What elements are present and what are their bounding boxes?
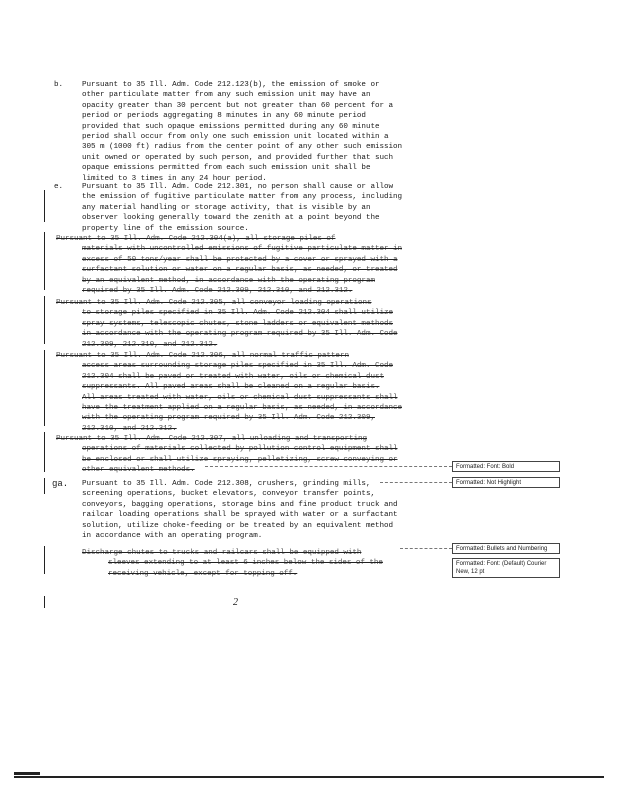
- text-line: receiving vehicle, except for topping off.: [108, 569, 298, 578]
- text-line: excess of 50 tons/year shall be protected by a cover or sprayed with a: [82, 255, 398, 264]
- revision-bar: [44, 232, 45, 290]
- text-line: provided that such opaque emissions permitted during any 60 minute: [82, 122, 380, 131]
- text-line: Pursuant to 35 Ill. Adm. Code 212.304(a), all storage piles of: [56, 235, 336, 243]
- text-line: any material handling or storage activity, that is visible by an: [82, 203, 371, 212]
- paragraph-marker-ga: ga.: [52, 479, 69, 489]
- text-line: period or periods aggregating 8 minutes in any 60 minute period: [82, 112, 366, 121]
- text-line: Pursuant to 35 Ill. Adm. Code 212.306, all normal traffic pattern: [56, 352, 349, 360]
- text-line: Pursuant to 35 Ill. Adm. Code 212.308, crushers, grinding mills,: [82, 480, 371, 488]
- text-line: Discharge chutes to trucks and railcars shall be equipped with: [82, 549, 362, 557]
- text-line: suppressants. All paved areas shall be cleaned on a regular basis.: [82, 383, 380, 392]
- text-line: to storage piles specified in 35 Ill. Adm. Code 212.304 shall utilize: [82, 309, 393, 318]
- callout-font-bold[interactable]: Formatted: Font: Bold: [452, 461, 560, 472]
- footer-rule: [14, 776, 604, 778]
- text-line: conveyors, bagging operations, storage bins and fine product truck and: [82, 500, 398, 509]
- callout-leader: [205, 466, 452, 467]
- paragraph-trucks-deleted: [82, 548, 383, 579]
- text-line: surfactant solution or water on a regular basis, as needed, or treated: [82, 266, 398, 275]
- text-line: spray systems, telescopic chutes, stone ladders or equivalent methods: [82, 319, 393, 328]
- revision-bar: [44, 296, 45, 344]
- text-line: opaque emissions permitted from each such emission unit shall be: [82, 164, 371, 173]
- callout-font-default[interactable]: [452, 558, 560, 578]
- paragraph-f-deleted: [56, 351, 402, 434]
- text-line: Pursuant to 35 Ill. Adm. Code 212.301, no person shall cause or allow: [82, 183, 393, 191]
- text-line: unit owned or operated by such person, and provided further that such: [82, 153, 393, 162]
- text-line: in accordance with an operating program.: [82, 532, 263, 541]
- footer-mark: [14, 772, 40, 775]
- text-line: solution, utilize choke-feeding or be treated by an equivalent method: [82, 521, 393, 530]
- text-line: observer looking generally toward the zenith at a point beyond the: [82, 214, 380, 223]
- callout-text: New, 12 pt: [456, 569, 485, 575]
- text-line: 212.309, 212.310, and 212.312.: [82, 340, 218, 349]
- paragraph-marker-e: e.: [54, 183, 64, 191]
- text-line: period shall occur from only one such emission unit located within a: [82, 133, 389, 142]
- revision-bar: [44, 190, 45, 222]
- text-line: other particulate matter from any such emission unit may have an: [82, 91, 371, 100]
- paragraph-g-deleted: [56, 434, 398, 476]
- paragraph-b: [82, 80, 402, 184]
- revision-bar: [44, 546, 45, 574]
- text-line: Pursuant to 35 Ill. Adm. Code 212.123(b), the emission of smoke or: [82, 81, 380, 89]
- text-line: 212.304 shall be paved or treated with water, oils or chemical dust: [82, 372, 384, 381]
- paragraph-e: [82, 182, 402, 234]
- text-line: opacity greater than 30 percent but not greater than 60 percent for a: [82, 101, 393, 110]
- text-line: Pursuant to 35 Ill. Adm. Code 212.305, all conveyor loading operations: [56, 299, 372, 307]
- callout-text: Formatted: Font: (Default) Courier: [456, 561, 547, 567]
- text-line: sleeves extending to at least 6 inches below the sides of the: [108, 559, 383, 568]
- text-line: have the treatment applied on a regular basis, as needed, in accordance: [82, 404, 402, 413]
- text-line: by an equivalent method, in accordance with the operating program: [82, 276, 375, 285]
- text-line: All areas treated with water, oils or chemical dust suppressants shall: [82, 393, 398, 402]
- callout-leader: [400, 548, 452, 549]
- text-line: the emission of fugitive particulate matter from any process, including: [82, 193, 402, 202]
- page-number: 2: [233, 597, 238, 608]
- revision-bar: [44, 596, 45, 608]
- text-line: in accordance with the operating program required by 35 Ill. Adm. Code: [82, 330, 398, 339]
- text-line: 305 m (1000 ft) radius from the center point of any other such emission: [82, 143, 402, 152]
- text-line: materials with uncontrolled emissions of fugitive particulate matter in: [82, 245, 402, 254]
- text-line: 212.310, and 212.312.: [82, 424, 177, 433]
- paragraph-marker-b: b.: [54, 81, 64, 89]
- text-line: with the operating program required by 35 Ill. Adm. Code 212.309,: [82, 414, 375, 423]
- text-line: operations of materials collected by pollution control equipment shall: [82, 445, 398, 454]
- callout-not-highlight[interactable]: Formatted: Not Highlight: [452, 477, 560, 488]
- text-line: limited to 3 times in any 24 hour period.: [82, 174, 267, 183]
- text-line: other equivalent methods.: [82, 466, 195, 475]
- callout-bullets-numbering[interactable]: Formatted: Bullets and Numbering: [452, 543, 560, 554]
- paragraph-e-deleted: [56, 298, 398, 350]
- text-line: be enclosed or shall utilize spraying, pelletizing, screw conveying or: [82, 455, 398, 464]
- revision-bar: [44, 432, 45, 472]
- text-line: Pursuant to 35 Ill. Adm. Code 212.307, all unloading and transporting: [56, 435, 367, 443]
- text-line: required by 35 Ill. Adm. Code 212.309, 212.310, and 212.312.: [82, 287, 353, 296]
- text-line: railcar loading operations shall be sprayed with water or a surfactant: [82, 511, 398, 520]
- revision-bar: [44, 478, 45, 494]
- text-line: screening operations, bucket elevators, conveyor transfer points,: [82, 490, 375, 499]
- text-line: access areas surrounding storage piles specified in 35 Ill. Adm. Code: [82, 362, 393, 371]
- paragraph-ga: [82, 479, 398, 541]
- text-line: property line of the emission source.: [82, 224, 249, 233]
- callout-leader: [380, 482, 452, 483]
- paragraph-d-deleted: [56, 234, 402, 296]
- revision-bar: [44, 350, 45, 426]
